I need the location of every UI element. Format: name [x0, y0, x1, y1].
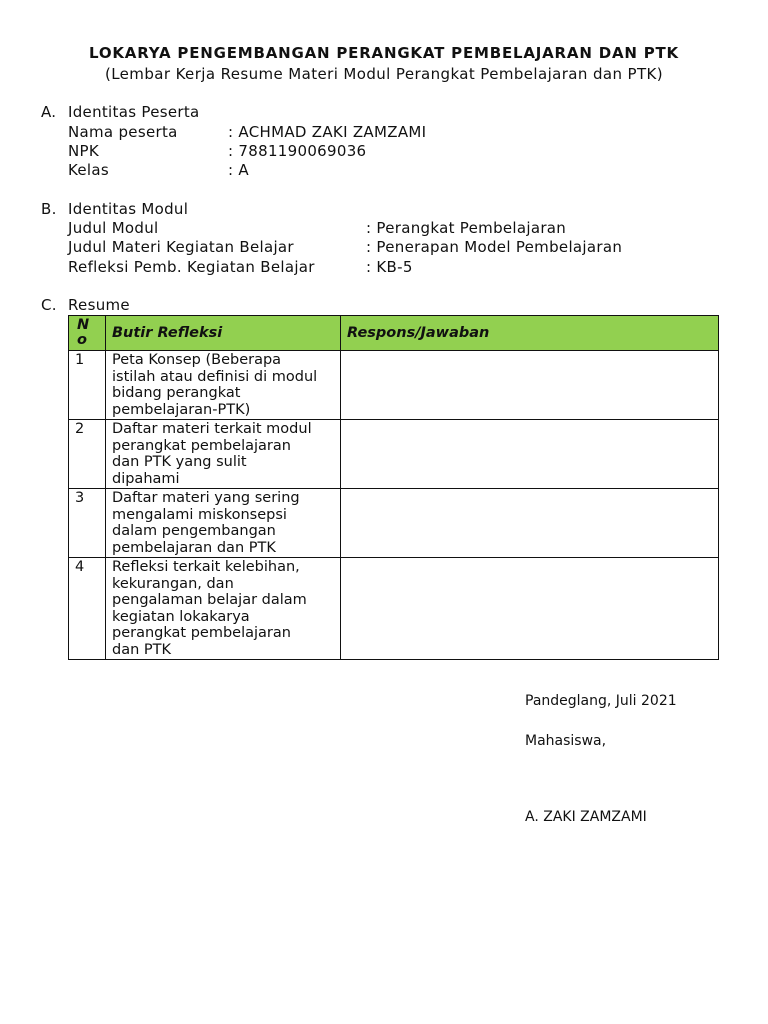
section-b-marker: B.	[41, 200, 57, 218]
section-c-marker: C.	[41, 296, 57, 314]
signature-name: A. ZAKI ZAMZAMI	[525, 809, 647, 825]
row-butir-refleksi: Peta Konsep (Beberapa istilah atau definisi di modul bidang perangkat pembelajaran-PTK)	[106, 351, 341, 420]
row-response-cell[interactable]	[341, 420, 719, 489]
column-header-respons-jawaban: Respons/Jawaban	[341, 316, 719, 351]
section-b-heading: Identitas Modul	[68, 200, 189, 218]
row-butir-refleksi: Daftar materi yang sering mengalami miskonsepsi dalam pengembangan pembelajaran dan PTK	[106, 489, 341, 558]
row-response-cell[interactable]	[341, 558, 719, 660]
row-response-cell[interactable]	[341, 351, 719, 420]
row-response-cell[interactable]	[341, 489, 719, 558]
row-number: 4	[69, 558, 106, 660]
table-row	[69, 558, 719, 660]
row-number: 2	[69, 420, 106, 489]
label-kelas: Kelas	[68, 161, 109, 179]
row-butir-refleksi: Refleksi terkait kelebihan, kekurangan, dan pengalaman belajar dalam kegiatan lokakarya perangkat pembelajaran dan PTK	[106, 558, 341, 660]
value-npk: : 7881190069036	[228, 142, 367, 160]
value-judul-modul: : Perangkat Pembelajaran	[366, 219, 567, 237]
value-kelas: : A	[228, 161, 249, 179]
row-number: 3	[69, 489, 106, 558]
section-a-marker: A.	[41, 103, 57, 121]
section-a-heading: Identitas Peserta	[68, 103, 200, 121]
row-butir-refleksi: Daftar materi terkait modul perangkat pembelajaran dan PTK yang sulit dipahami	[106, 420, 341, 489]
label-refleksi-kb: Refleksi Pemb. Kegiatan Belajar	[68, 258, 315, 276]
document-subtitle: (Lembar Kerja Resume Materi Modul Perangkat Pembelajaran dan PTK)	[104, 65, 664, 83]
column-header-no: N o	[69, 316, 106, 351]
value-judul-materi: : Penerapan Model Pembelajaran	[366, 238, 623, 256]
table-row	[69, 420, 719, 489]
label-judul-materi: Judul Materi Kegiatan Belajar	[68, 238, 294, 256]
section-c-heading: Resume	[68, 296, 130, 314]
table-row	[69, 351, 719, 420]
document-title: LOKARYA PENGEMBANGAN PERANGKAT PEMBELAJARAN DAN PTK	[89, 44, 679, 62]
table-row	[69, 489, 719, 558]
signature-place-date: Pandeglang, Juli 2021	[525, 693, 677, 709]
resume-table-header	[69, 316, 719, 351]
value-nama-peserta: : ACHMAD ZAKI ZAMZAMI	[228, 123, 427, 141]
column-header-butir-refleksi: Butir Refleksi	[106, 316, 341, 351]
label-nama-peserta: Nama peserta	[68, 123, 178, 141]
label-npk: NPK	[68, 142, 100, 160]
label-judul-modul: Judul Modul	[68, 219, 159, 237]
signature-role: Mahasiswa,	[525, 733, 607, 749]
value-refleksi-kb: : KB-5	[366, 258, 413, 276]
row-number: 1	[69, 351, 106, 420]
resume-table	[68, 315, 719, 660]
